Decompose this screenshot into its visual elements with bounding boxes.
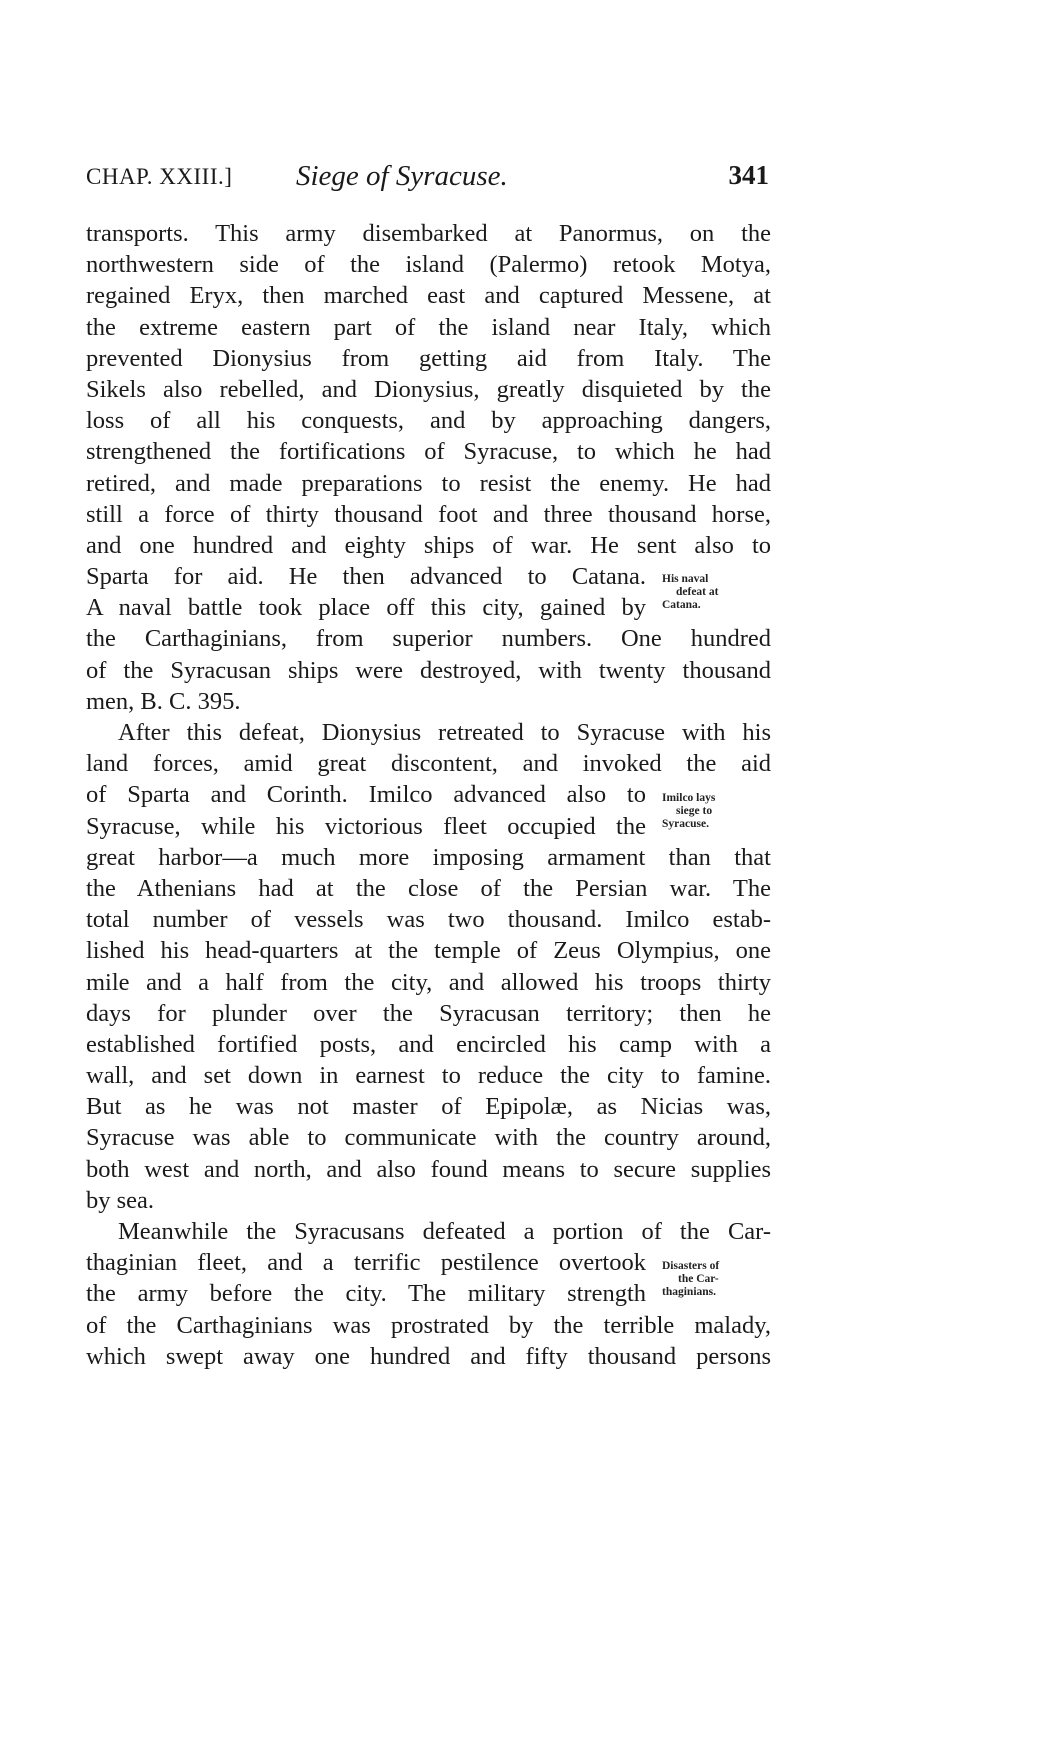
margin-note-line: His naval xyxy=(662,573,709,585)
chapter-label: CHAP. XXIII.] xyxy=(86,164,233,189)
margin-note-line: siege to xyxy=(676,805,713,817)
text-line: of the Syracusan ships were destroyed, with twenty thousand xyxy=(86,656,771,684)
text-line: mile and a half from the city, and allowed his troops thirty xyxy=(86,968,771,996)
running-title: Siege of Syracuse. xyxy=(296,160,508,192)
text-line: both west and north, and also found means to secure supplies xyxy=(86,1155,771,1183)
text-line: the Athenians had at the close of the Persian war. The xyxy=(86,874,771,902)
text-line: prevented Dionysius from getting aid from Italy. The xyxy=(86,344,771,372)
text-line: of the Carthaginians was prostrated by the terrible malady, xyxy=(86,1311,771,1339)
text-line: lished his head-quarters at the temple of Zeus Olympius, one xyxy=(86,937,771,965)
text-line: regained Eryx, then marched east and captured Messene, at xyxy=(86,282,771,310)
text-line: the army before the city. The military strength xyxy=(86,1280,646,1308)
text-line: Syracuse was able to communicate with the country around, xyxy=(86,1124,771,1152)
text-line: northwestern side of the island (Palermo) retook Motya, xyxy=(86,251,771,279)
text-line: men, B. C. 395. xyxy=(86,687,241,715)
margin-note-line: the Car- xyxy=(678,1273,719,1285)
text-line: transports. This army disembarked at Panormus, on the xyxy=(86,220,771,247)
margin-note-line: defeat at xyxy=(676,586,719,598)
text-line: the extreme eastern part of the island near Italy, which xyxy=(86,313,771,341)
margin-note-line: Syracuse. xyxy=(662,818,709,830)
page-number: 341 xyxy=(728,160,769,190)
running-header xyxy=(86,160,769,200)
text-line: loss of all his conquests, and by approaching dangers, xyxy=(86,407,771,435)
text-line: total number of vessels was two thousand. Imilco estab- xyxy=(86,906,771,934)
text-line: wall, and set down in earnest to reduce the city to famine. xyxy=(86,1062,771,1090)
text-line: A naval battle took place off this city, gained by xyxy=(86,594,646,622)
text-line: Syracuse, while his victorious fleet occupied the xyxy=(86,812,646,840)
margin-note-line: Catana. xyxy=(662,599,701,611)
margin-note-line: Imilco lays xyxy=(662,792,716,804)
text-line: thaginian fleet, and a terrific pestilence overtook xyxy=(86,1249,646,1277)
margin-note-line: Disasters of xyxy=(662,1260,720,1272)
margin-note-siege xyxy=(662,792,757,831)
text-line: and one hundred and eighty ships of war. He sent also to xyxy=(86,531,771,559)
text-line: Sikels also rebelled, and Dionysius, greatly disquieted by the xyxy=(86,375,771,403)
text-line: by sea. xyxy=(86,1186,155,1214)
text-line: Sparta for aid. He then advanced to Catana. xyxy=(86,563,646,591)
text-line: days for plunder over the Syracusan territory; then he xyxy=(86,999,771,1027)
text-line: established fortified posts, and encircled his camp with a xyxy=(86,1030,771,1058)
text-line: great harbor—a much more imposing armament than that xyxy=(86,843,771,871)
text-line: which swept away one hundred and fifty thousand persons xyxy=(86,1342,771,1370)
margin-note-naval-defeat xyxy=(662,573,757,612)
margin-note-disasters xyxy=(662,1260,757,1299)
text-line: land forces, amid great discontent, and invoked the aid xyxy=(86,750,771,778)
margin-note-line: thaginians. xyxy=(662,1286,717,1298)
text-line: strengthened the fortifications of Syracuse, to which he had xyxy=(86,438,771,466)
text-line: Meanwhile the Syracusans defeated a portion of the Car- xyxy=(118,1218,771,1245)
text-line: After this defeat, Dionysius retreated to Syracuse with his xyxy=(118,719,771,746)
text-line: still a force of thirty thousand foot and three thousand horse, xyxy=(86,500,771,528)
text-line: of Sparta and Corinth. Imilco advanced also to xyxy=(86,781,646,809)
text-line: retired, and made preparations to resist the enemy. He had xyxy=(86,469,771,497)
text-line: the Carthaginians, from superior numbers. One hundred xyxy=(86,625,771,653)
text-line: But as he was not master of Epipolæ, as Nicias was, xyxy=(86,1093,771,1121)
